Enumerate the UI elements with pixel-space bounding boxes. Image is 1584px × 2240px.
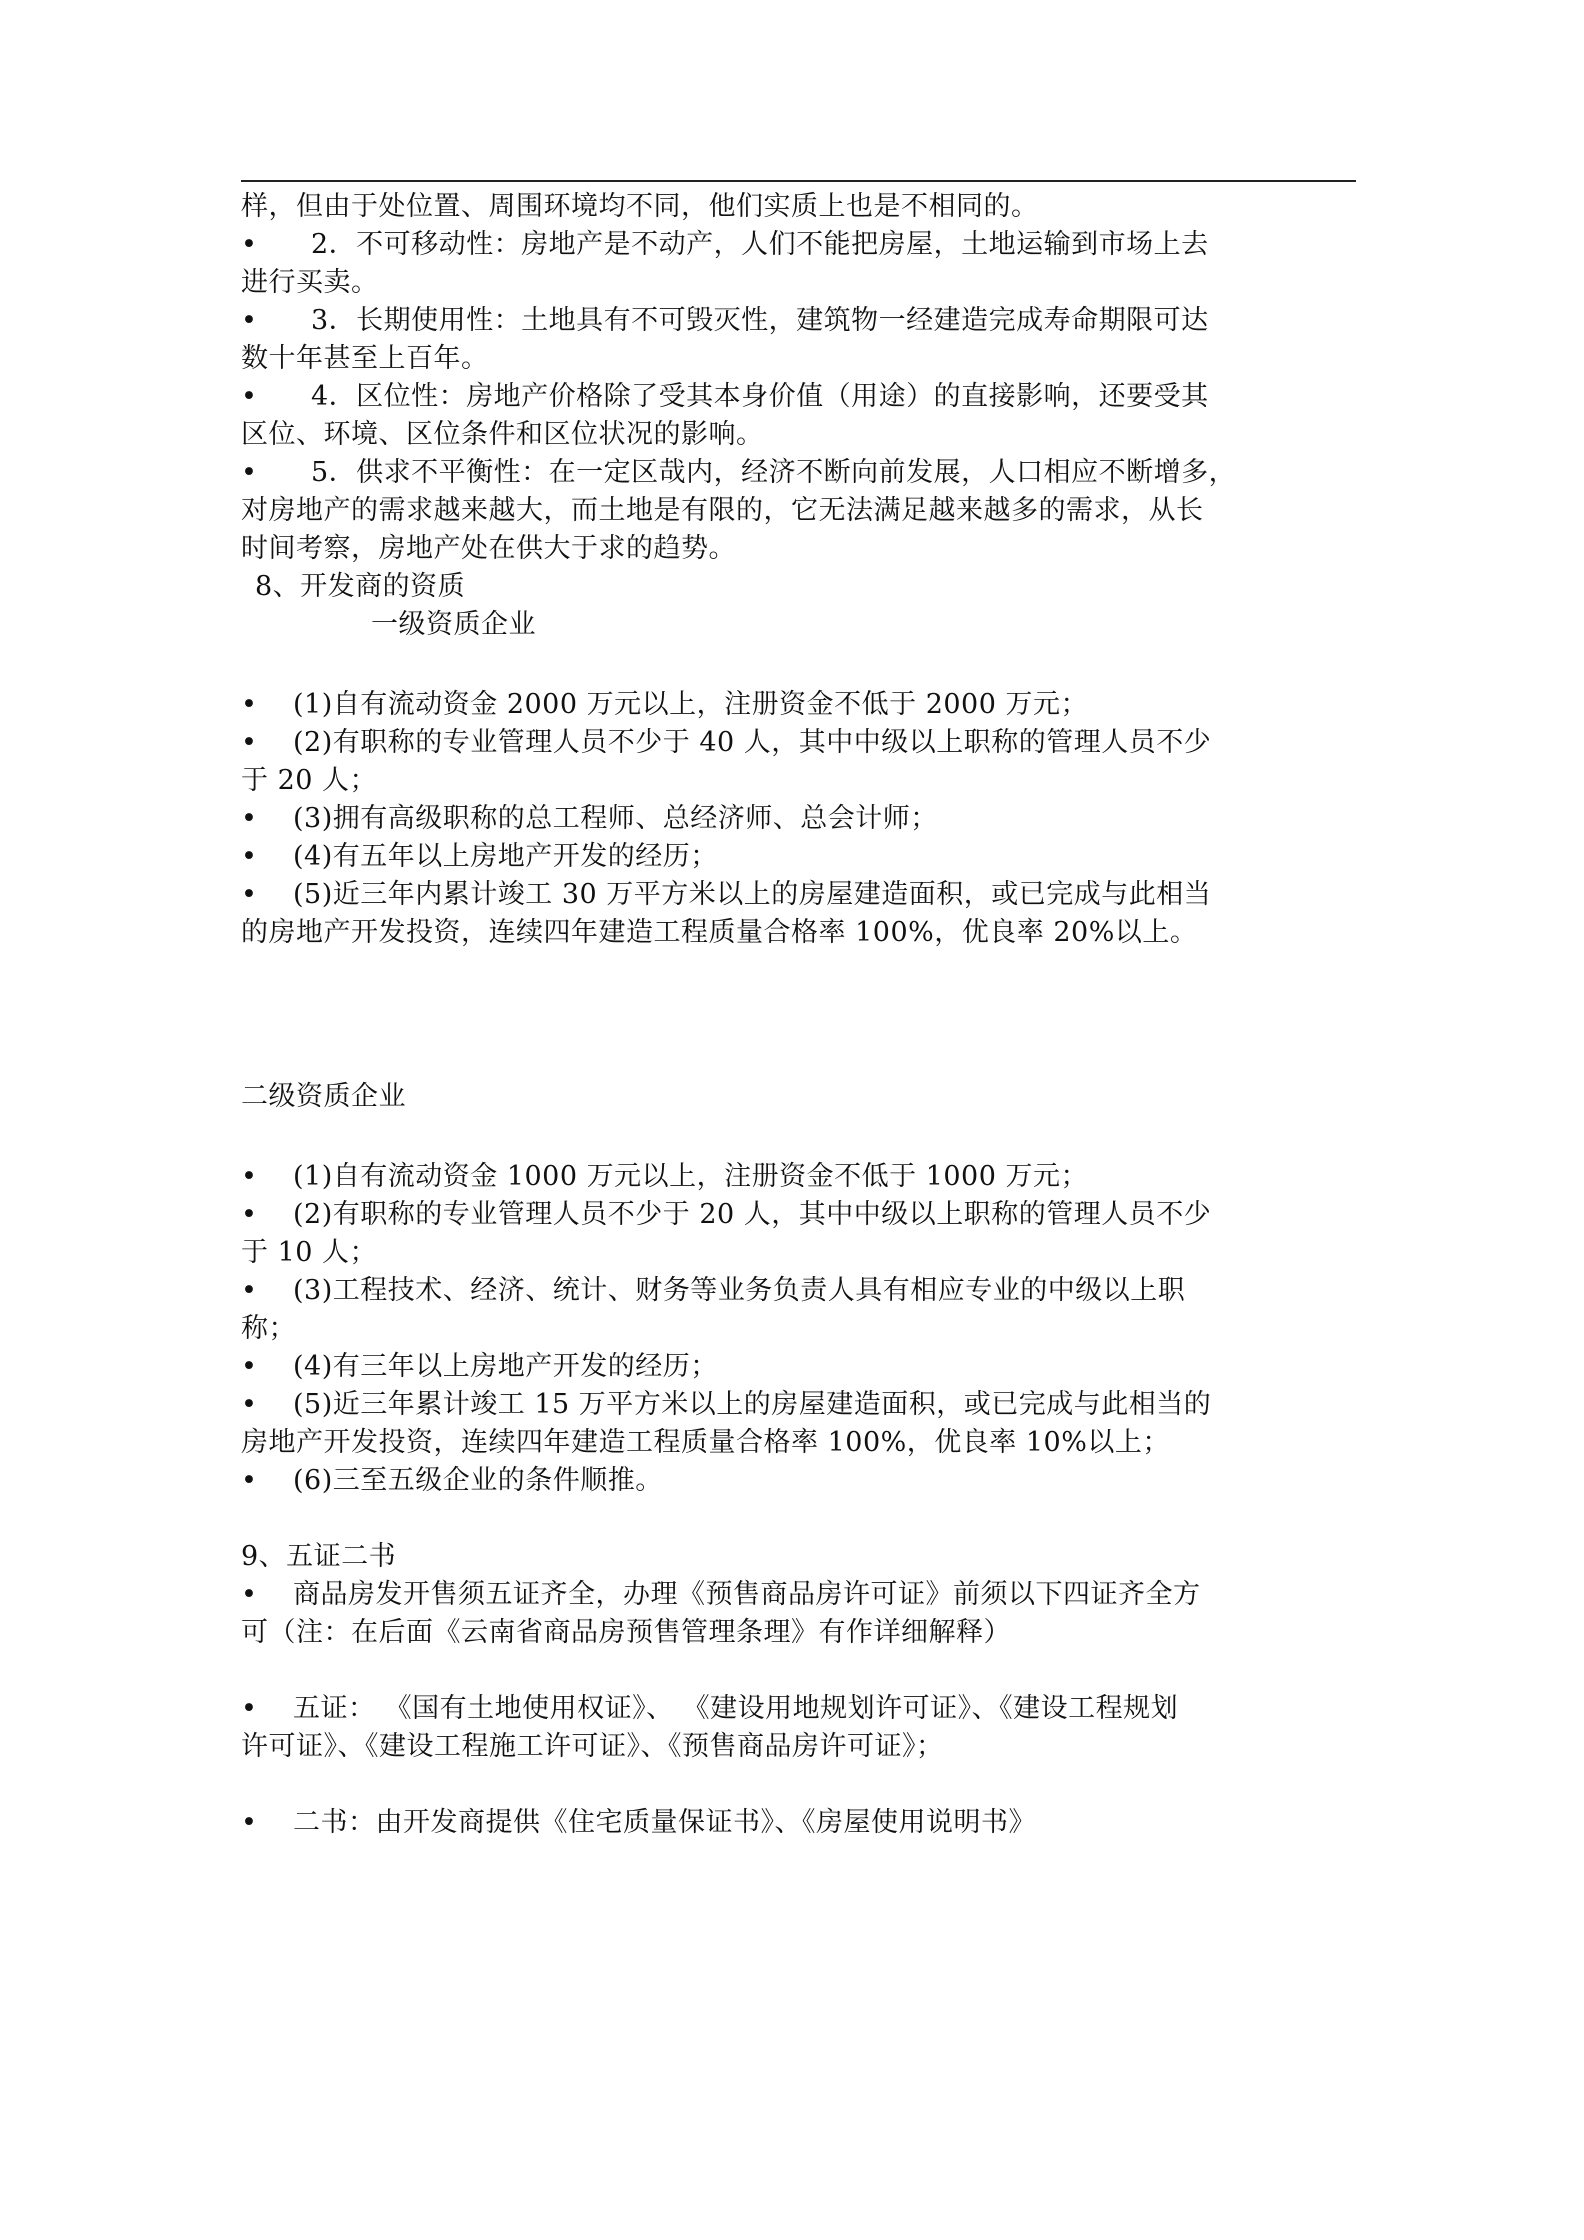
bullet-item: • (1)自有流动资金 1000 万元以上，注册资金不低于 1000 万元；: [241, 1158, 1356, 1196]
text-line: 样，但由于处位置、周围环境均不同，他们实质上也是不相同的。: [241, 191, 1039, 222]
bullet-icon: •: [241, 841, 258, 872]
bullet-icon: •: [241, 1275, 258, 1306]
bullet-icon: •: [241, 1351, 258, 1382]
text-line: 进行买卖。: [241, 267, 379, 298]
text-line: 区位、环境、区位条件和区位状况的影响。: [241, 419, 764, 450]
text-line: 对房地产的需求越来越大，而土地是有限的，它无法满足越来越多的需求，从长: [241, 495, 1204, 526]
bullet-item: • (5)近三年累计竣工 15 万平方米以上的房屋建造面积，或已完成与此相当的: [241, 1386, 1356, 1424]
bullet-item: • (1)自有流动资金 2000 万元以上，注册资金不低于 2000 万元；: [241, 686, 1356, 724]
bullet-icon: •: [241, 1161, 258, 1192]
bullet-item: • (2)有职称的专业管理人员不少于 20 人，其中中级以上职称的管理人员不少: [241, 1196, 1356, 1234]
bullet-item: • (4)有三年以上房地产开发的经历；: [241, 1348, 1356, 1386]
subsection-heading: 一级资质企业: [371, 609, 536, 640]
bullet-item: • (2)有职称的专业管理人员不少于 40 人，其中中级以上职称的管理人员不少: [241, 724, 1356, 762]
section-heading: 8、开发商的资质: [255, 571, 466, 602]
bullet-icon: •: [241, 727, 258, 758]
text-line: 房地产开发投资，连续四年建造工程质量合格率 100%，优良率 10%以上；: [241, 1427, 1170, 1458]
bullet-icon: •: [241, 803, 258, 834]
text-line: 于 10 人；: [241, 1237, 378, 1268]
bullet-icon: •: [241, 229, 258, 260]
bullet-item: • 五证： 《国有土地使用权证》、 《建设用地规划许可证》、《建设工程规划: [241, 1690, 1356, 1728]
bullet-icon: •: [241, 1199, 258, 1230]
bullet-icon: •: [241, 457, 258, 488]
text-line: 于 20 人；: [241, 765, 378, 796]
bullet-item: • (5)近三年内累计竣工 30 万平方米以上的房屋建造面积，或已完成与此相当: [241, 876, 1356, 914]
text-line: 可（注：在后面《云南省商品房预售管理条理》有作详细解释）: [241, 1617, 1011, 1648]
bullet-icon: •: [241, 1465, 258, 1496]
document-page: [241, 180, 1356, 1842]
bullet-item: • (6)三至五级企业的条件顺推。: [241, 1462, 1356, 1500]
text-line: 称；: [241, 1313, 296, 1344]
bullet-item: • (4)有五年以上房地产开发的经历；: [241, 838, 1356, 876]
bullet-icon: •: [241, 689, 258, 720]
text-line: 的房地产开发投资，连续四年建造工程质量合格率 100%，优良率 20%以上。: [241, 917, 1198, 948]
bullet-item: • 4．区位性：房地产价格除了受其本身价值（用途）的直接影响，还要受其: [241, 378, 1356, 416]
bullet-item: • (3)工程技术、经济、统计、财务等业务负责人具有相应专业的中级以上职: [241, 1272, 1356, 1310]
bullet-icon: •: [241, 1579, 258, 1610]
bullet-item: • 3．长期使用性：土地具有不可毁灭性，建筑物一经建造完成寿命期限可达: [241, 302, 1356, 340]
section-heading: 9、五证二书: [241, 1541, 397, 1572]
text-line: 数十年甚至上百年。: [241, 343, 489, 374]
subsection-heading: 二级资质企业: [241, 1081, 406, 1112]
bullet-icon: •: [241, 1389, 258, 1420]
bullet-item: • 商品房发开售须五证齐全，办理《预售商品房许可证》前须以下四证齐全方: [241, 1576, 1356, 1614]
bullet-icon: •: [241, 1693, 258, 1724]
bullet-icon: •: [241, 1807, 258, 1838]
text-line: 时间考察，房地产处在供大于求的趋势。: [241, 533, 736, 564]
bullet-item: • (3)拥有高级职称的总工程师、总经济师、总会计师；: [241, 800, 1356, 838]
bullet-icon: •: [241, 305, 258, 336]
bullet-item: • 5．供求不平衡性：在一定区哉内，经济不断向前发展，人口相应不断增多，: [241, 454, 1356, 492]
bullet-icon: •: [241, 381, 258, 412]
bullet-item: • 2．不可移动性：房地产是不动产，人们不能把房屋，土地运输到市场上去: [241, 226, 1356, 264]
bullet-icon: •: [241, 879, 258, 910]
bullet-item: • 二书：由开发商提供《住宅质量保证书》、《房屋使用说明书》: [241, 1804, 1356, 1842]
text-line: 许可证》、《建设工程施工许可证》、《预售商品房许可证》；: [241, 1731, 944, 1762]
header-rule: [241, 180, 1356, 182]
